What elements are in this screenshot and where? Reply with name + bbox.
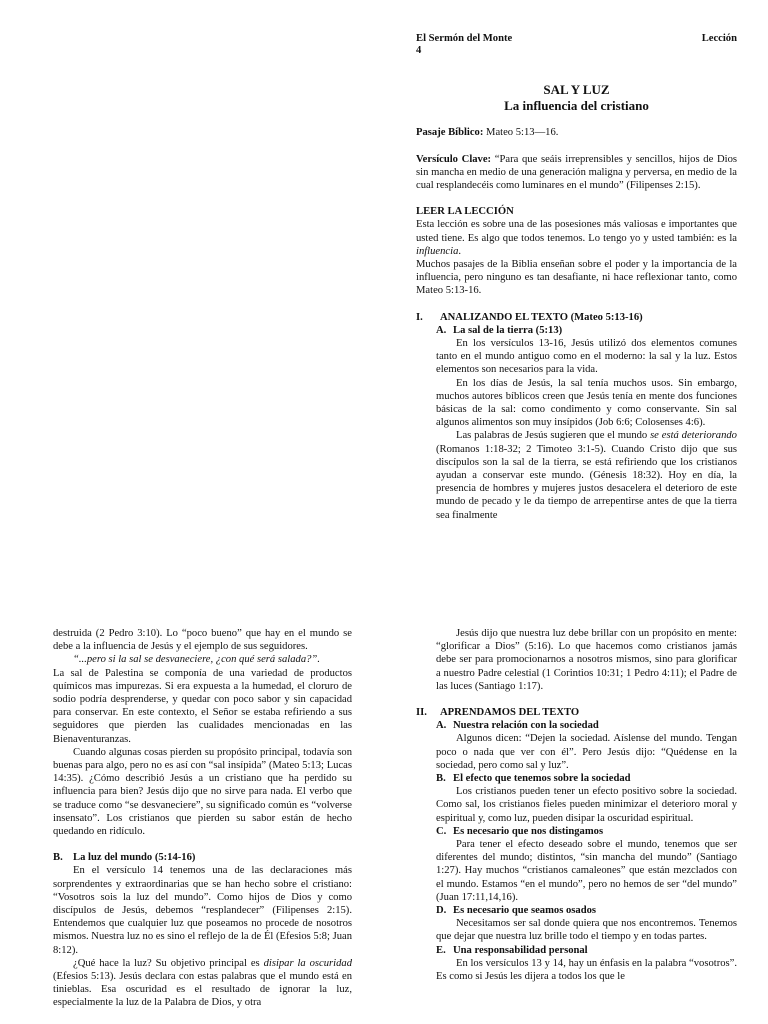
right-paragraph-1: Jesús dijo que nuestra luz debe brillar con un propósito en mente: “glorificar a Dios” (5:16). Lo que hacemos como cristianos jamás debe ser para promocionarnos a nosotros mismos, sino para glorificar a nuestro Padre celestial (1 Corintios 10:31; 1 Pedro 4:11); el Padre de las luces (Santiago 1:17). xyxy=(436,628,737,692)
pasaje-biblico: Pasaje Bíblico: Mateo 5:13—16. xyxy=(416,127,559,139)
left-paragraph-3: Cuando algunas cosas pierden su propósito principal, todavía son buenas para algo, pero no es así con “sal insípida” (Mateo 5:13; Lucas 14:35). ¿Cómo describió Jesús a un cristiano que ha perdido su influencia para bien? Jesús dijo que no sirve para nada. El verbo que se traduce como “se desvaneciere”, su significado común es “volverse insensato”. Los cristianos que pierden su sabor están de hecho quedando en ridículo. xyxy=(53,746,352,838)
versiculo-clave: Versículo Clave: “Para que seáis irreprensibles y sencillos, hijos de Dios sin mancha en medio de una generación maligna y perversa, en medio de la cual resplandecéis como luminares en el mundo” (Filipenses 2:15). xyxy=(416,153,737,192)
page-title: SAL Y LUZ xyxy=(543,82,610,98)
bottom-right-column xyxy=(416,627,737,983)
leer-paragraph-1: Esta lección es sobre una de las posesiones más valiosas e importantes que usted tiene. Es algo que todos tenemos. Lo tengo yo y usted también: es la influencia. xyxy=(416,219,737,257)
section-1-heading: I. ANALIZANDO EL TEXTO (Mateo 5:13-16) xyxy=(416,311,643,323)
section-2e-heading: E. Una responsabilidad personal xyxy=(436,944,588,956)
left-paragraph-1: destruida (2 Pedro 3:10). Lo “poco bueno” que hay en el mundo se debe a la influencia de Jesús y el ejemplo de sus seguidores. xyxy=(53,628,352,653)
section-2a-heading: A. Nuestra relación con la sociedad xyxy=(436,720,599,732)
bottom-left-column xyxy=(53,627,352,1010)
header-series: El Sermón del Monte xyxy=(416,33,513,44)
section-2d-heading: D. Es necesario que seamos osados xyxy=(436,905,597,917)
top-column xyxy=(416,32,737,522)
section-2d-text: Necesitamos ser sal donde quiera que nos encontremos. Tenemos que dejar que nuestra luz brille todo el tiempo y en todas partes. xyxy=(436,918,737,943)
left-paragraph-2: La sal de Palestina se componía de una variedad de productos químicos mas impurezas. Si era expuesta a la humedad, el cloruro de sodio podría desprenderse, y quedar con poco sabor y sin capacidad para conservar. En este contexto, el Señor se estaba refiriendo a sus seguidores que pierden las cualidades mencionadas en las Bienaventuranzas. xyxy=(53,667,352,745)
leer-paragraph-2: Muchos pasajes de la Biblia enseñan sobre el poder y la importancia de la influencia, pero ninguno es tan desafiante, ni hace reflexionar tanto, como Mateo 5:13-16. xyxy=(416,259,737,297)
section-2c-text: Para tener el efecto deseado sobre el mundo, tenemos que ser diferentes del mundo; distintos, “sin mancha del mundo” (Santiago 1:27). Hay muchos “cristianos camaleones” que están mezclados con el mundo. Estamos “en el mundo”, pero no hemos de ser “del mundo” (Juan 17:11,14,16). xyxy=(436,839,737,903)
section-2c-heading: C. Es necesario que nos distingamos xyxy=(436,825,604,837)
s1-paragraph-2: En los días de Jesús, la sal tenía muchos usos. Sin embargo, muchos autores bíblicos creen que Jesús tenía en mente dos funciones básicas de la sal: como condimento y como conservante. Sin sal algunos alimentos son muy insípidos (Job 6:6; Colosenses 4:6). xyxy=(436,377,737,429)
section-2-heading: II. APRENDAMOS DEL TEXTO xyxy=(416,707,580,719)
left-paragraph-4: En el versículo 14 tenemos una de las declaraciones más sorprendentes y extraordinarias que se han hecho sobre el cristiano: “Vosotros sois la luz del mundo”. Como hijos de Dios y como discípulos de Jesús, debemos “resplandecer” (Filipenses 2:15). Entendemos que cualquier luz que poseamos no procede de nosotros mismos. Nuestra luz no es sino el reflejo de la de Él (Efesios 5:8; Juan 8:12). xyxy=(53,865,352,956)
section-2b-text: Los cristianos pueden tener un efecto positivo sobre la sociedad. Como sal, los cristianos fieles pueden minimizar el deterioro moral y espiritual y, como luz, pueden disipar la oscuridad espiritual. xyxy=(436,786,737,824)
section-2e-text: En los versículos 13 y 14, hay un énfasis en la palabra “vosotros”. Es como si Jesús les dijera a todos los que le xyxy=(436,957,737,983)
left-paragraph-5: ¿Qué hace la luz? Su objetivo principal es disipar la oscuridad (Efesios 5:13). Jesús declara con estas palabras que el mundo está en tinieblas. Esa oscuridad es el resultado de ignorar la luz, especialmente la luz de la Palabra de Dios, y otra xyxy=(53,957,353,1009)
section-1a-heading: A. La sal de la tierra (5:13) xyxy=(436,324,563,336)
page-subtitle: La influencia del cristiano xyxy=(504,98,649,114)
header-lesson: Lección xyxy=(701,33,737,44)
section-1b-heading: B. La luz del mundo (5:14-16) xyxy=(53,852,196,864)
left-quote: “...pero si la sal se desvaneciere, ¿con qué será salada?”. xyxy=(73,654,320,666)
section-2b-heading: B. El efecto que tenemos sobre la sociedad xyxy=(436,773,631,785)
section-2a-text: Algunos dicen: “Dejen la sociedad. Aíslense del mundo. Tengan poco o nada que ver con él”. Pero Jesús dijo: “Quédense en la sociedad, pero como sal y luz”. xyxy=(436,733,737,771)
s1-paragraph-3: Las palabras de Jesús sugieren que el mundo se está deteriorando (Romanos 1:18-32; 2 Timoteo 3:1-5). Cuando Cristo dijo que sus discípulos son la sal de la tierra, se está refiriendo que los cristianos ayudan a conservar este mundo. (Génesis 18:32). Hoy en día, la presencia de hombres y mujeres justos desacelera el deterioro de este mundo de pecado y le da tiempo de arrepentirse antes de que la tierra sea finalmente xyxy=(436,430,737,521)
leer-heading: LEER LA LECCIÓN xyxy=(416,206,514,218)
s1-paragraph-1: En los versículos 13-16, Jesús utilizó dos elementos comunes tanto en el mundo antiguo como en el moderno: la sal y la luz. Estos elementos son necesarios para la vida. xyxy=(436,338,737,376)
header-lesson-number: 4 xyxy=(416,45,422,57)
